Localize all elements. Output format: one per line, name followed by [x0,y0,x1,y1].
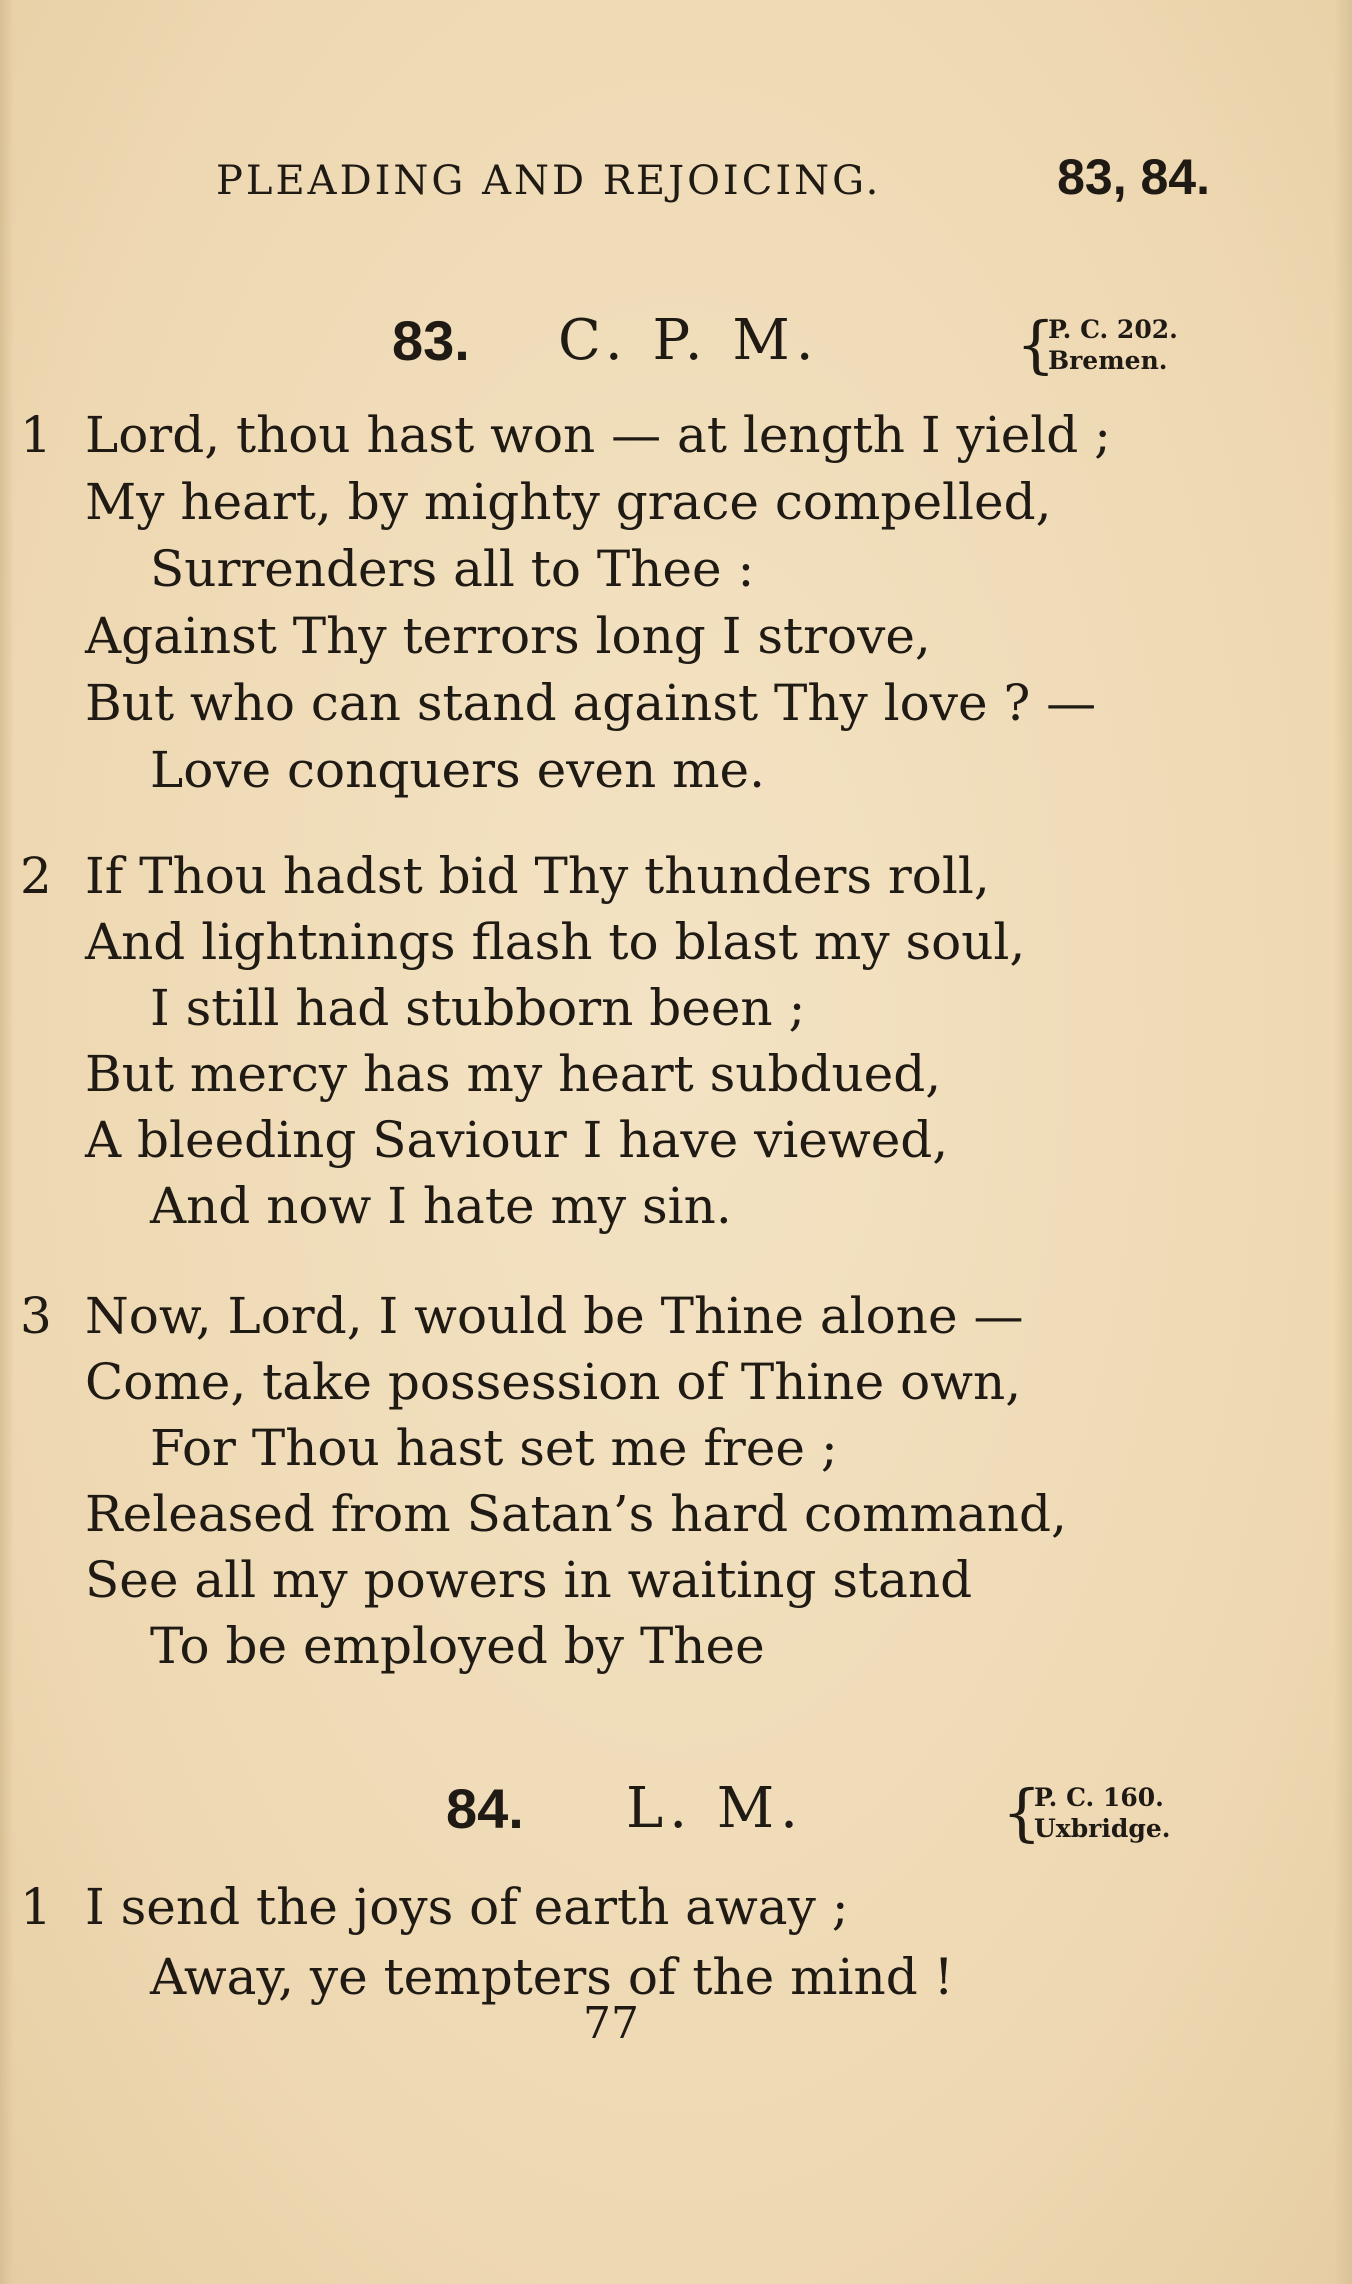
verse-line: And now I hate my sin. [150,1177,732,1235]
verse-line: For Thou hast set me free ; [150,1419,838,1477]
verse-line: Love conquers even me. [150,741,766,799]
tune-brace: { [1002,1776,1042,1849]
tune-name: Uxbridge. [1034,1814,1171,1843]
verse-line: But who can stand against Thy love ? — [85,674,1097,732]
hymn-number: 84. [446,1777,524,1840]
verse-line: If Thou hadst bid Thy thunders roll, [85,847,990,905]
hymn-84-heading [0,1768,1352,1858]
verse-line: Released from Satan’s hard command, [85,1485,1067,1543]
stanza-number: 1 [20,406,52,464]
verse-line: I still had stubborn been ; [150,979,806,1037]
tune-brace: { [1016,308,1056,381]
hymn-meter: L. M. [626,1776,804,1841]
verse-line: Now, Lord, I would be Thine alone — [85,1287,1024,1345]
verse-line: And lightnings flash to blast my soul, [85,913,1026,971]
stanza-number: 2 [20,847,52,905]
verse-line: Come, take possession of Thine own, [85,1353,1022,1411]
running-head [216,148,1210,206]
tune-page: P. C. 160. [1034,1783,1164,1812]
page-number: 77 [583,1998,639,2049]
verse-line: Against Thy terrors long I strove, [85,607,931,665]
hymn-meter: C. P. M. [558,308,820,373]
tune-reference [1048,314,1178,376]
stanza-number: 3 [20,1287,52,1345]
verse-line: But mercy has my heart subdued, [85,1045,942,1103]
running-title: PLEADING AND REJOICING. [216,158,882,204]
verse-line: Lord, thou hast won — at length I yield ; [85,406,1112,464]
tune-page: P. C. 202. [1048,315,1178,344]
tune-name: Bremen. [1048,346,1168,375]
stanza-number: 1 [20,1878,52,1936]
verse-line: I send the joys of earth away ; [85,1878,849,1936]
tune-reference [1034,1782,1170,1844]
running-hymn-numbers: 83, 84. [1057,149,1210,205]
verse-line: To be employed by Thee [150,1617,765,1675]
hymn-83-heading [0,300,1352,390]
verse-line: Away, ye tempters of the mind ! [150,1948,954,2006]
verse-line: See all my powers in waiting stand [85,1551,973,1609]
verse-line: My heart, by mighty grace compelled, [85,473,1052,531]
verse-line: A bleeding Saviour I have viewed, [85,1111,949,1169]
hymn-number: 83. [392,309,470,372]
verse-line: Surrenders all to Thee : [150,540,755,598]
